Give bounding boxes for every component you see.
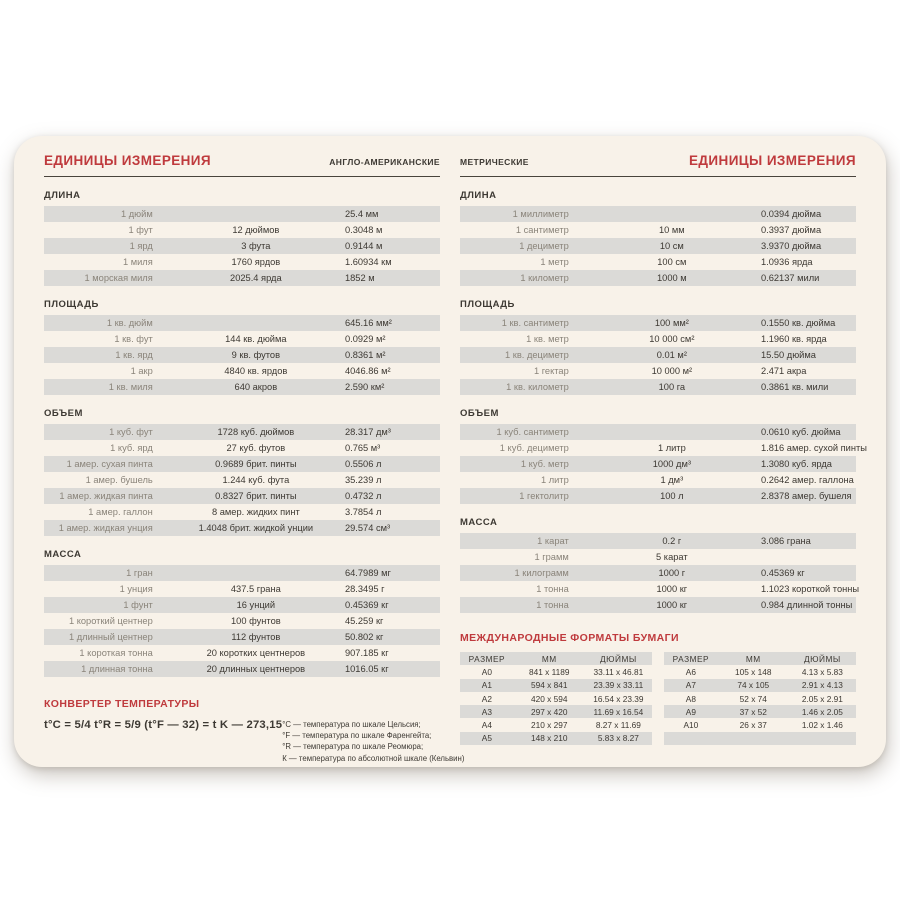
paper-cell: 105 x 148 (735, 666, 772, 677)
unit-value-cell: 28.3495 г (344, 584, 385, 594)
unit-value-cell: 0.3937 дюйма (760, 225, 822, 235)
unit-row (44, 597, 440, 613)
unit-value-cell: 15.50 дюйма (760, 350, 816, 360)
unit-value-cell: 0.62137 мили (760, 273, 820, 283)
unit-equivalent-cell: 1.4048 брит. жидкой унции (198, 523, 314, 533)
unit-name-cell: 1 кв. дециметр (505, 350, 569, 360)
unit-name-cell: 1 амер. бушель (85, 475, 153, 485)
unit-name-cell: 1 короткий центнер (68, 616, 153, 626)
measurement-units-page (14, 136, 886, 767)
unit-value-cell: 0.765 м³ (344, 443, 381, 453)
unit-value-cell: 0.9144 м (344, 241, 383, 251)
paper-header-cell: ДЮЙМЫ (804, 653, 841, 664)
unit-row (44, 488, 440, 504)
temperature-note-line: К — температура по абсолютной шкале (Кельвин) (282, 753, 465, 763)
unit-value-cell: 29.574 см³ (344, 523, 391, 533)
unit-name-cell: 1 амер. жидкая унция (58, 523, 153, 533)
unit-row (44, 661, 440, 677)
unit-equivalent-cell: 0.2 г (662, 536, 682, 546)
unit-name-cell: 1 куб. дециметр (499, 443, 569, 453)
unit-name-cell: 1 ярд (129, 241, 153, 251)
unit-name-cell: 1 сантиметр (515, 225, 569, 235)
unit-value-cell: 0.2642 амер. галлона (760, 475, 854, 485)
unit-name-cell: 1 фут (128, 225, 153, 235)
unit-row (44, 520, 440, 536)
unit-value-cell: 907.185 кг (344, 648, 389, 658)
unit-row (460, 254, 856, 270)
unit-row (460, 222, 856, 238)
unit-value-cell: 0.4732 л (344, 491, 382, 501)
unit-name-cell: 1 кв. километр (506, 382, 569, 392)
unit-value-cell: 2.8378 амер. бушеля (760, 491, 852, 501)
unit-equivalent-cell: 0.01 м² (656, 350, 687, 360)
paper-cell: A5 (481, 733, 492, 744)
unit-equivalent-cell: 1000 кг (656, 584, 688, 594)
paper-cell: 841 x 1189 (529, 666, 570, 677)
unit-value-cell: 1.3080 куб. ярда (760, 459, 832, 469)
paper-cell: 297 x 420 (531, 706, 568, 717)
unit-equivalent-cell: 20 коротких центнеров (206, 648, 306, 658)
unit-row (460, 331, 856, 347)
unit-value-cell: 0.45369 кг (344, 600, 389, 610)
anglo-american-column (44, 150, 465, 767)
unit-row (460, 424, 856, 440)
paper-cell: 33.11 x 46.81 (593, 666, 644, 677)
temperature-notes (282, 719, 464, 764)
paper-cell: A6 (685, 666, 696, 677)
unit-name-cell: 1 миля (122, 257, 153, 267)
paper-row (460, 679, 652, 692)
unit-name-cell: 1 кв. ярд (115, 350, 153, 360)
unit-equivalent-cell: 1 дм³ (660, 475, 684, 485)
unit-name-cell: 1 куб. сантиметр (496, 427, 569, 437)
unit-value-cell: 0.0610 куб. дюйма (760, 427, 841, 437)
unit-equivalent-cell: 100 л (660, 491, 684, 501)
unit-value-cell: 2.471 акра (760, 366, 807, 376)
unit-value-cell: 1.1023 короткой тонны (760, 584, 860, 594)
paper-cell: 1.02 x 1.46 (801, 720, 843, 731)
paper-cell: A10 (683, 720, 699, 731)
unit-value-cell: 645.16 мм² (344, 318, 392, 328)
paper-cell: 37 x 52 (739, 706, 767, 717)
unit-name-cell: 1 амер. жидкая пинта (59, 491, 153, 501)
unit-row (460, 440, 867, 456)
unit-equivalent-cell: 640 акров (234, 382, 278, 392)
paper-header-row (460, 652, 652, 665)
unit-name-cell: 1 амер. сухая пинта (66, 459, 153, 469)
unit-row (44, 581, 440, 597)
paper-cell: A9 (685, 706, 696, 717)
page-title-right: ЕДИНИЦЫ ИЗМЕРЕНИЯ (689, 153, 856, 168)
paper-row (460, 705, 652, 718)
unit-equivalent-cell: 100 фунтов (231, 616, 281, 626)
unit-equivalent-cell: 100 га (658, 382, 686, 392)
unit-row (44, 613, 440, 629)
anglo-sections (44, 190, 440, 677)
section-label: МАССА (460, 517, 498, 528)
section-label: ДЛИНА (460, 190, 497, 201)
unit-value-cell: 3.9370 дюйма (760, 241, 822, 251)
unit-name-cell: 1 дюйм (121, 209, 153, 219)
unit-row (460, 472, 856, 488)
unit-name-cell: 1 длинный центнер (68, 632, 153, 642)
paper-cell: 26 x 37 (739, 720, 767, 731)
unit-value-cell: 45.259 кг (344, 616, 384, 626)
unit-table (460, 424, 867, 504)
unit-row (460, 597, 856, 613)
unit-table (460, 206, 856, 286)
unit-row (44, 270, 440, 286)
unit-name-cell: 1 кв. метр (526, 334, 569, 344)
unit-name-cell: 1 фунт (123, 600, 153, 610)
paper-cell: A0 (481, 666, 492, 677)
paper-cell: A3 (481, 706, 492, 717)
unit-equivalent-cell: 10 000 м² (651, 366, 693, 376)
unit-row (44, 456, 440, 472)
unit-equivalent-cell: 9 кв. футов (231, 350, 281, 360)
paper-header-row (664, 652, 856, 665)
unit-row (460, 581, 860, 597)
unit-value-cell: 25.4 мм (344, 209, 379, 219)
unit-row (460, 533, 856, 549)
section-label: ОБЪЕМ (44, 408, 83, 419)
paper-cell: A8 (685, 693, 696, 704)
unit-section (460, 408, 867, 504)
unit-name-cell: 1 длинная тонна (81, 664, 153, 674)
paper-row (664, 705, 856, 718)
unit-row (44, 504, 440, 520)
paper-cell: A1 (481, 680, 492, 691)
unit-name-cell: 1 куб. фут (109, 427, 153, 437)
unit-row (44, 347, 440, 363)
unit-value-cell: 2.590 км² (344, 382, 385, 392)
paper-cell: 210 x 297 (531, 720, 568, 731)
unit-value-cell: 0.45369 кг (760, 568, 805, 578)
unit-value-cell: 0.3048 м (344, 225, 383, 235)
unit-table (44, 206, 440, 286)
unit-row (460, 549, 856, 565)
unit-name-cell: 1 кв. миля (108, 382, 153, 392)
unit-equivalent-cell: 1760 ярдов (231, 257, 281, 267)
temperature-heading: КОНВЕРТЕР ТЕМПЕРАТУРЫ (44, 698, 200, 710)
unit-equivalent-cell: 0.9689 брит. пинты (215, 459, 297, 469)
unit-equivalent-cell: 12 дюймов (232, 225, 280, 235)
unit-name-cell: 1 километр (520, 273, 569, 283)
paper-header-cell: РАЗМЕР (672, 653, 710, 664)
unit-equivalent-cell: 1000 м (657, 273, 687, 283)
unit-equivalent-cell: 4840 кв. ярдов (224, 366, 288, 376)
temperature-note-line: °F — температура по шкале Фаренгейта; (282, 731, 432, 741)
section-label: ПЛОЩАДЬ (460, 299, 515, 310)
unit-value-cell: 4046.86 м² (344, 366, 391, 376)
paper-cell: A4 (481, 720, 492, 731)
unit-row (460, 347, 856, 363)
paper-cell: 8.27 x 11.69 (595, 720, 641, 731)
unit-row (460, 456, 856, 472)
unit-name-cell: 1 тонна (536, 600, 569, 610)
temperature-formula: t°C = 5/4 t°R = 5/9 (t°F — 32) = t K — 273,15 (44, 719, 283, 731)
unit-name-cell: 1 куб. ярд (110, 443, 153, 453)
unit-row (44, 424, 440, 440)
unit-value-cell: 0.0394 дюйма (760, 209, 822, 219)
unit-name-cell: 1 метр (540, 257, 569, 267)
unit-row (460, 565, 856, 581)
paper-row (460, 718, 652, 731)
section-label: ПЛОЩАДЬ (44, 299, 99, 310)
paper-cell: 11.69 x 16.54 (593, 706, 644, 717)
paper-cell: 420 x 594 (531, 693, 568, 704)
unit-equivalent-cell: 1000 г (658, 568, 686, 578)
temperature-note-line: °R — температура по шкале Реомюра; (282, 742, 424, 752)
unit-value-cell: 1016.05 кг (344, 664, 389, 674)
unit-value-cell: 64.7989 мг (344, 568, 391, 578)
paper-cell: 4.13 x 5.83 (801, 666, 843, 677)
paper-row (664, 665, 856, 678)
unit-row (460, 238, 856, 254)
section-label: ДЛИНА (44, 190, 81, 201)
unit-section (460, 299, 856, 395)
paper-row (460, 732, 652, 745)
unit-equivalent-cell: 0.8327 брит. пинты (215, 491, 297, 501)
paper-cell: 74 x 105 (737, 680, 770, 691)
unit-name-cell: 1 короткая тонна (79, 648, 153, 658)
unit-equivalent-cell: 5 карат (656, 552, 688, 562)
paper-table-a6-a10 (664, 652, 856, 745)
paper-row (664, 692, 856, 705)
paper-formats (460, 632, 856, 745)
unit-row (460, 315, 856, 331)
paper-cell: 5.83 x 8.27 (597, 733, 639, 744)
unit-equivalent-cell: 10 см (659, 241, 684, 251)
unit-row (460, 488, 856, 504)
paper-row (664, 679, 856, 692)
unit-name-cell: 1 тонна (536, 584, 569, 594)
unit-row (460, 270, 856, 286)
right-column-header (460, 153, 856, 177)
column-tag-anglo: АНГЛО-АМЕРИКАНСКИЕ (329, 157, 440, 167)
unit-equivalent-cell: 1728 куб. дюймов (217, 427, 295, 437)
page-title-left: ЕДИНИЦЫ ИЗМЕРЕНИЯ (44, 153, 211, 168)
unit-row (460, 379, 856, 395)
unit-row (44, 645, 440, 661)
unit-name-cell: 1 грамм (534, 552, 569, 562)
section-label: ОБЪЕМ (460, 408, 499, 419)
unit-equivalent-cell: 10 000 см² (649, 334, 695, 344)
paper-cell: A7 (685, 680, 696, 691)
unit-value-cell: 35.239 л (344, 475, 382, 485)
paper-row (664, 718, 856, 731)
unit-table (460, 533, 860, 613)
unit-value-cell: 1852 м (344, 273, 375, 283)
paper-header-cell: ММ (541, 653, 557, 664)
unit-value-cell: 0.3861 кв. мили (760, 382, 829, 392)
unit-value-cell: 3.7854 л (344, 507, 382, 517)
unit-name-cell: 1 килограмм (514, 568, 569, 578)
column-tag-metric: МЕТРИЧЕСКИЕ (460, 157, 529, 167)
unit-table (460, 315, 856, 395)
paper-cell: 2.91 x 4.13 (801, 680, 843, 691)
unit-table (44, 565, 440, 677)
section-label: МАССА (44, 549, 82, 560)
unit-equivalent-cell: 100 мм² (654, 318, 689, 328)
paper-cell: 16.54 x 23.39 (593, 693, 644, 704)
unit-equivalent-cell: 1 литр (657, 443, 686, 453)
unit-name-cell: 1 акр (130, 366, 153, 376)
unit-row (44, 254, 440, 270)
unit-name-cell: 1 куб. метр (520, 459, 569, 469)
unit-value-cell: 0.5506 л (344, 459, 382, 469)
unit-name-cell: 1 гран (126, 568, 153, 578)
unit-section (44, 299, 440, 395)
unit-name-cell: 1 гектар (533, 366, 569, 376)
unit-name-cell: 1 гектолитр (519, 491, 569, 501)
unit-value-cell: 3.086 грана (760, 536, 811, 546)
unit-value-cell: 1.816 амер. сухой пинты (760, 443, 867, 453)
unit-equivalent-cell: 437.5 грана (230, 584, 281, 594)
unit-row (44, 565, 440, 581)
paper-cell: 23.39 x 33.11 (593, 680, 644, 691)
unit-equivalent-cell: 3 фута (241, 241, 271, 251)
unit-row (44, 363, 440, 379)
left-column-header (44, 153, 440, 177)
paper-header-cell: РАЗМЕР (468, 653, 506, 664)
unit-name-cell: 1 амер. галлон (88, 507, 153, 517)
unit-equivalent-cell: 10 мм (658, 225, 685, 235)
unit-equivalent-cell: 2025.4 ярда (230, 273, 282, 283)
paper-cell: 148 x 210 (531, 733, 568, 744)
unit-equivalent-cell: 20 длинных центнеров (206, 664, 306, 674)
unit-section (460, 190, 856, 286)
unit-row (44, 331, 440, 347)
unit-row (44, 315, 440, 331)
unit-row (460, 206, 856, 222)
paper-header-cell: ДЮЙМЫ (600, 653, 637, 664)
paper-formats-heading: МЕЖДУНАРОДНЫЕ ФОРМАТЫ БУМАГИ (460, 632, 679, 644)
paper-table-a0-a5 (460, 652, 652, 745)
unit-section (44, 190, 440, 286)
unit-name-cell: 1 миллиметр (512, 209, 569, 219)
paper-cell: 2.05 x 2.91 (801, 693, 843, 704)
paper-row (664, 732, 856, 745)
unit-value-cell: 1.1960 кв. ярда (760, 334, 827, 344)
unit-name-cell: 1 кв. сантиметр (501, 318, 569, 328)
unit-name-cell: 1 литр (540, 475, 569, 485)
unit-value-cell: 1.0936 ярда (760, 257, 813, 267)
paper-cell: 1.46 x 2.05 (801, 706, 843, 717)
unit-value-cell: 0.8361 м² (344, 350, 386, 360)
unit-row (460, 363, 856, 379)
unit-name-cell: 1 морская миля (84, 273, 153, 283)
unit-name-cell: 1 дециметр (519, 241, 569, 251)
unit-table (44, 315, 440, 395)
unit-value-cell: 28.317 дм³ (344, 427, 391, 437)
unit-equivalent-cell: 1.244 куб. фута (222, 475, 290, 485)
unit-equivalent-cell: 8 амер. жидких пинт (211, 507, 300, 517)
unit-equivalent-cell: 100 см (657, 257, 687, 267)
unit-equivalent-cell: 144 кв. дюйма (225, 334, 287, 344)
unit-section (44, 549, 440, 677)
unit-row (44, 440, 440, 456)
unit-row (44, 629, 440, 645)
paper-cell: 594 x 841 (531, 680, 568, 691)
unit-name-cell: 1 карат (537, 536, 569, 546)
unit-table (44, 424, 440, 536)
unit-value-cell: 1.60934 км (344, 257, 392, 267)
temperature-converter (44, 698, 465, 764)
unit-row (44, 379, 440, 395)
paper-row (460, 665, 652, 678)
unit-equivalent-cell: 1000 дм³ (652, 459, 691, 469)
unit-value-cell: 0.984 длинной тонны (760, 600, 853, 610)
unit-row (44, 472, 440, 488)
unit-name-cell: 1 кв. дюйм (106, 318, 153, 328)
unit-row (44, 238, 440, 254)
metric-sections (460, 190, 867, 613)
unit-name-cell: 1 унция (119, 584, 153, 594)
unit-name-cell: 1 кв. фут (114, 334, 153, 344)
paper-cell: A2 (481, 693, 492, 704)
unit-value-cell: 50.802 кг (344, 632, 384, 642)
metric-column (460, 150, 867, 767)
unit-value-cell: 0.1550 кв. дюйма (760, 318, 836, 328)
unit-equivalent-cell: 27 куб. футов (226, 443, 286, 453)
unit-section (44, 408, 440, 536)
unit-row (44, 206, 440, 222)
paper-header-cell: ММ (745, 653, 761, 664)
paper-row (460, 692, 652, 705)
temperature-note-line: °C — температура по шкале Цельсия; (282, 720, 421, 729)
unit-equivalent-cell: 16 унций (236, 600, 276, 610)
paper-cell: 52 x 74 (739, 693, 767, 704)
unit-value-cell: 0.0929 м² (344, 334, 386, 344)
unit-row (44, 222, 440, 238)
unit-equivalent-cell: 112 фунтов (231, 632, 281, 642)
unit-section (460, 517, 860, 613)
unit-equivalent-cell: 1000 кг (656, 600, 688, 610)
